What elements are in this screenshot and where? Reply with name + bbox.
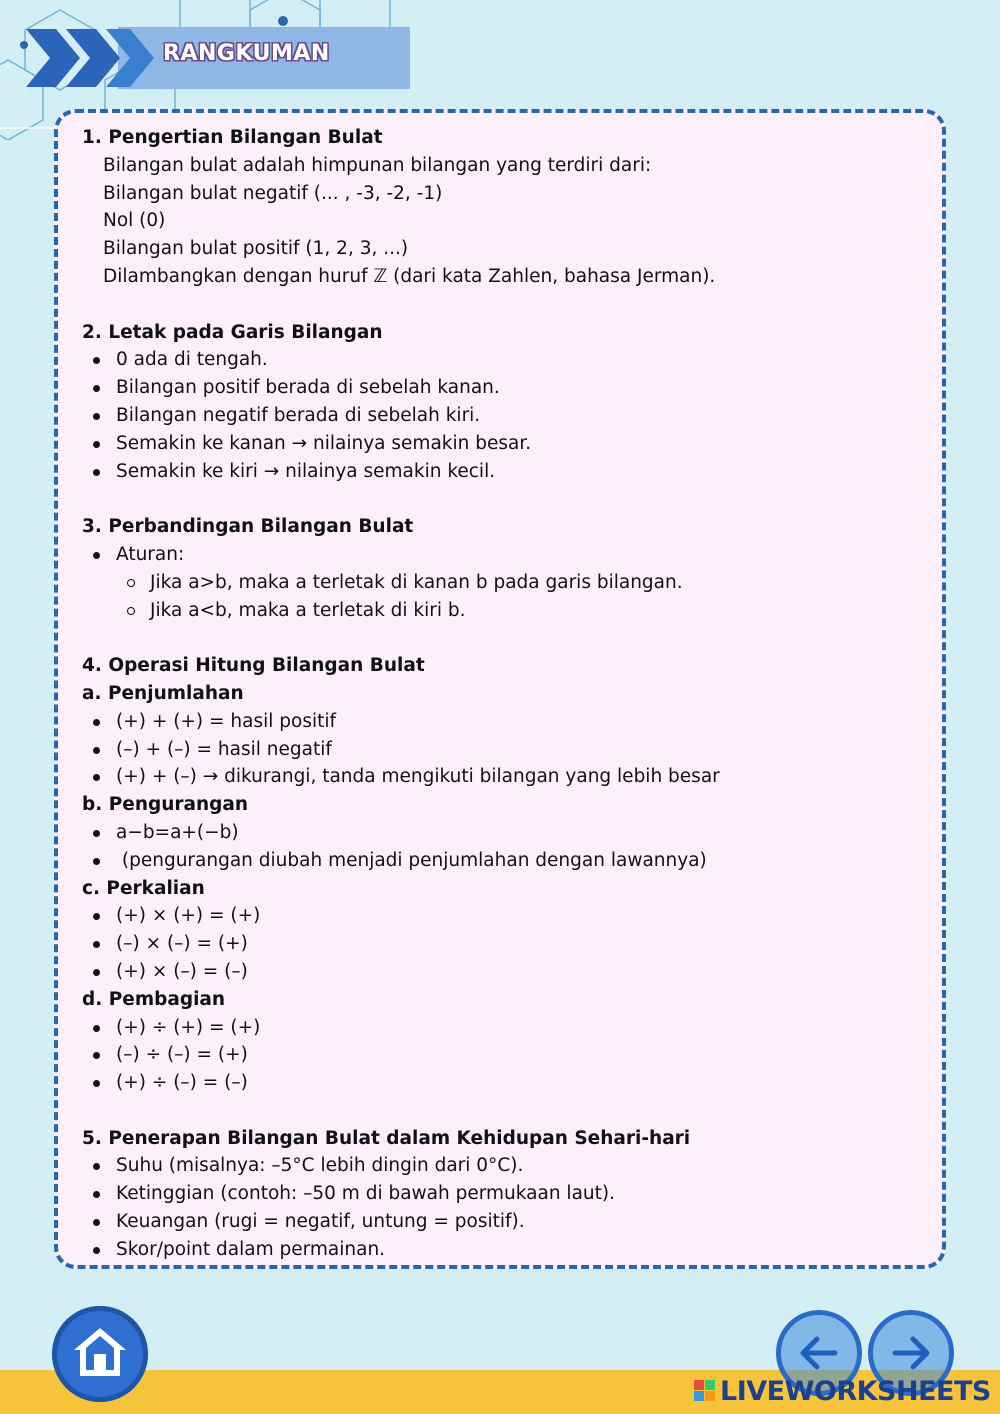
bullet-list <box>82 902 932 985</box>
text-line: Nol (0) <box>103 210 166 232</box>
subsection-heading: d. Pembagian <box>82 988 226 1010</box>
section-heading: 1. Pengertian Bilangan Bulat <box>82 127 383 148</box>
section-2 <box>82 319 932 486</box>
page-title: RANGKUMAN <box>163 41 330 66</box>
sub-list-item: Jika a<b, maka a terletak di kiri b. <box>82 597 932 625</box>
section-heading: 5. Penerapan Bilangan Bulat dalam Kehidupan Sehari-hari <box>82 1127 691 1149</box>
list-item: Bilangan positif berada di sebelah kanan. <box>82 374 932 402</box>
bullet-list <box>82 541 932 569</box>
list-item: Ketinggian (contoh: –50 m di bawah permukaan laut). <box>82 1180 932 1208</box>
sub-list-item: Jika a>b, maka a terletak di kanan b pada garis bilangan. <box>82 569 932 597</box>
section-3 <box>82 513 932 624</box>
text-line: Bilangan bulat negatif (... , -3, -2, -1) <box>103 182 443 204</box>
list-item: (+) × (–) = (–) <box>82 958 932 986</box>
section-4 <box>82 652 932 1097</box>
liveworksheets-logo-icon <box>694 1380 716 1402</box>
list-item: Aturan: <box>82 541 932 569</box>
list-item: (+) + (–) → dikurangi, tanda mengikuti bilangan yang lebih besar <box>82 763 932 791</box>
list-item: 0 ada di tengah. <box>82 346 932 374</box>
list-item: Bilangan negatif berada di sebelah kiri. <box>82 402 932 430</box>
list-item: (pengurangan diubah menjadi penjumlahan dengan lawannya) <box>82 847 932 875</box>
list-item: (+) ÷ (+) = (+) <box>82 1014 932 1042</box>
liveworksheets-logo[interactable] <box>694 1373 991 1409</box>
bullet-list <box>82 346 932 485</box>
summary-content <box>82 124 932 1264</box>
arrow-right-icon <box>887 1329 935 1377</box>
section-heading: 4. Operasi Hitung Bilangan Bulat <box>82 655 425 677</box>
list-item: Semakin ke kanan → nilainya semakin besar. <box>82 430 932 458</box>
home-icon <box>70 1322 130 1382</box>
sub-bullet-list <box>82 569 932 625</box>
text-line: Bilangan bulat adalah himpunan bilangan yang terdiri dari: <box>103 154 652 176</box>
text-line: Dilambangkan dengan huruf ℤ (dari kata Zahlen, bahasa Jerman). <box>103 265 716 287</box>
bullet-list <box>82 1152 932 1263</box>
list-item: (–) + (–) = hasil negatif <box>82 736 932 764</box>
bullet-list <box>82 708 932 791</box>
chevron-right-icon <box>18 27 158 89</box>
subsection-heading: b. Pengurangan <box>82 794 249 816</box>
subsection-heading: c. Perkalian <box>82 877 205 899</box>
list-item: (+) × (+) = (+) <box>82 902 932 930</box>
list-item: a−b=a+(−b) <box>82 819 932 847</box>
section-heading: 2. Letak pada Garis Bilangan <box>82 321 383 343</box>
list-item: (+) ÷ (–) = (–) <box>82 1069 932 1097</box>
list-item: (–) × (–) = (+) <box>82 930 932 958</box>
header-banner <box>18 27 410 89</box>
list-item: Skor/point dalam permainan. <box>82 1236 932 1264</box>
bullet-list <box>82 1014 932 1097</box>
arrow-left-icon <box>795 1329 843 1377</box>
subsection-heading: a. Penjumlahan <box>82 682 244 704</box>
section-1 <box>82 124 932 291</box>
list-item: (+) + (+) = hasil positif <box>82 708 932 736</box>
list-item: (–) ÷ (–) = (+) <box>82 1041 932 1069</box>
home-button[interactable] <box>52 1306 148 1402</box>
list-item: Suhu (misalnya: –5°C lebih dingin dari 0°C). <box>82 1152 932 1180</box>
section-5 <box>82 1125 932 1264</box>
section-heading: 3. Perbandingan Bilangan Bulat <box>82 516 414 538</box>
text-line: Bilangan bulat positif (1, 2, 3, ...) <box>103 238 409 260</box>
brand-name: LIVEWORKSHEETS <box>720 1375 991 1407</box>
list-item: Keuangan (rugi = negatif, untung = positif). <box>82 1208 932 1236</box>
bullet-list <box>82 819 932 875</box>
list-item: Semakin ke kiri → nilainya semakin kecil. <box>82 458 932 486</box>
